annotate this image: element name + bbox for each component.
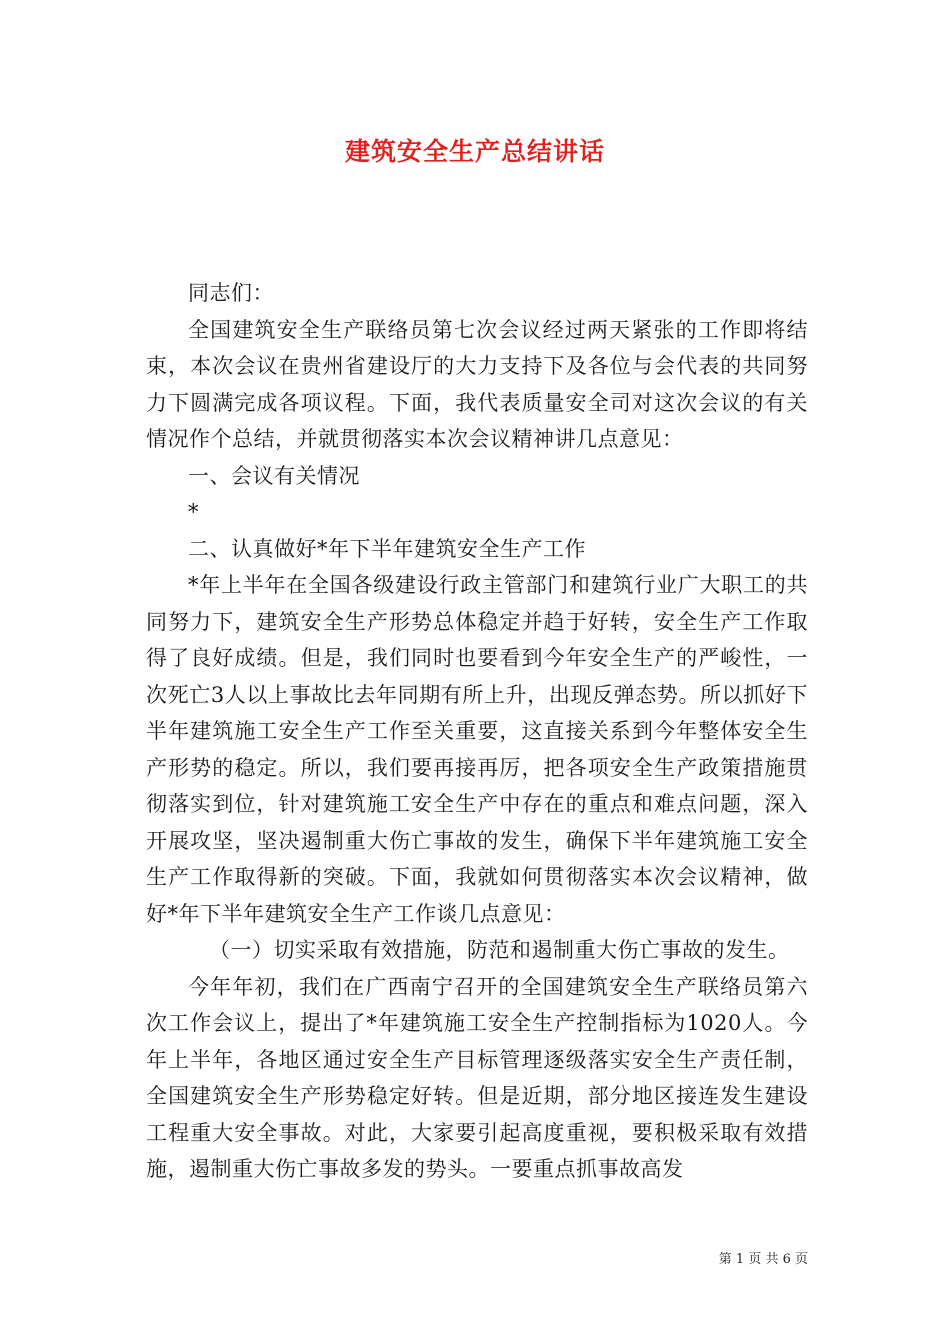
document-body (146, 275, 808, 1188)
subsection-heading-1: （一）切实采取有效措施，防范和遏制重大伤亡事故的发生。 (209, 938, 790, 962)
body-paragraph-1: *年上半年在全国各级建设行政主管部门和建筑行业广大职工的共同努力下，建筑安全生产形势总体稳定并趋于好转，安全生产工作取得了良好成绩。但是，我们同时也要看到今年安全生产的严峻性，一次死亡3人以上事故比去年同期有所上升，出现反弹态势。所以抓好下半年建筑施工安全生产工作至关重要，这直接关系到今年整体安全生产形势的稳定。所以，我们要再接再厉，把各项安全生产政策措施贯彻落实到位，针对建筑施工安全生产中存在的重点和难点问题，深入开展攻坚，坚决遏制重大伤亡事故的发生，确保下半年建筑施工安全生产工作取得新的突破。下面，我就如何贯彻落实本次会议精神，做好*年下半年建筑安全生产工作谈几点意见： (146, 573, 808, 926)
section-heading-1: 一、会议有关情况 (188, 463, 360, 488)
greeting-paragraph: 同志们： (188, 281, 274, 305)
document-title: 建筑安全生产总结讲话 (344, 137, 605, 166)
placeholder-paragraph: * (188, 500, 199, 524)
intro-paragraph: 全国建筑安全生产联络员第七次会议经过两天紧张的工作即将结束，本次会议在贵州省建设厅的大力支持下及各位与会代表的共同努力下圆满完成各项议程。下面，我代表质量安全司对这次会议的有关情况作个总结，并就贯彻落实本次会议精神讲几点意见： (146, 317, 808, 451)
page-number-footer: 第 1 页 共 6 页 (718, 1252, 808, 1267)
section-heading-2: 二、认真做好*年下半年建筑安全生产工作 (188, 536, 586, 561)
body-paragraph-2: 今年年初，我们在广西南宁召开的全国建筑安全生产联络员第六次工作会议上，提出了*年建筑施工安全生产控制指标为1020人。今年上半年，各地区通过安全生产目标管理逐级落实安全生产责任制，全国建筑安全生产形势稳定好转。但是近期，部分地区接连发生建设工程重大安全事故。对此，大家要引起高度重视，要积极采取有效措施，遏制重大伤亡事故多发的势头。一要重点抓事故高发 (146, 974, 808, 1181)
